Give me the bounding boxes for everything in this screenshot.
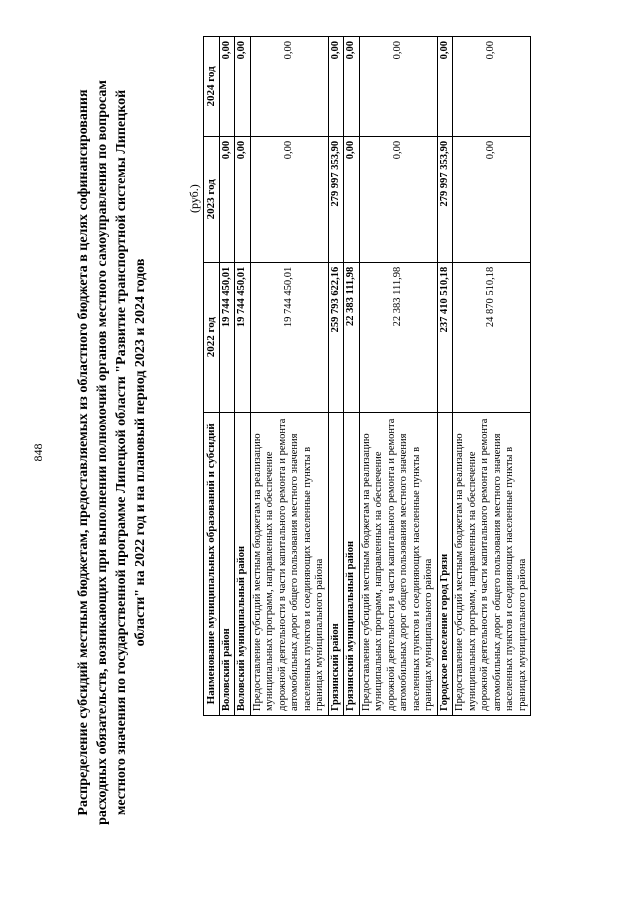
row-name: Предоставление субсидий местным бюджетам на реализацию муниципальных программ, направленных на обеспечение дорожной деятельности в части капитального ремонта и ремонта автомобильных дорог общего пользования местного значения населенных пунктов и соединяющих населенные пункты в границах муниципального района <box>453 412 531 715</box>
value-2024: 0,00 <box>437 37 453 137</box>
value-2024: 0,00 <box>344 37 360 137</box>
value-2023: 279 997 353,90 <box>328 136 344 262</box>
document-title: Распределение субсидий местным бюджетам, предоставляемых из областного бюджета в целях софинансирования расходных обязательств, возникающих при выполнении полномочий органов местного самоуправления по вопросам местного значения по государственной программе Липецкой области "Развитие транспортной системы Липецкой области" на 2022 год и на плановый период 2023 и 2024 годов <box>76 80 148 825</box>
table-row <box>219 37 235 716</box>
table-row <box>235 37 251 716</box>
table-row <box>359 37 437 716</box>
value-2022: 237 410 510,18 <box>437 262 453 412</box>
row-name: Грязинский муниципальный район <box>344 412 360 715</box>
value-2022: 259 793 622,16 <box>328 262 344 412</box>
header-2022: 2022 год <box>204 262 220 412</box>
value-2022: 24 870 510,18 <box>453 262 531 412</box>
row-name: Воловский муниципальный район <box>235 412 251 715</box>
row-name: Грязинский район <box>328 412 344 715</box>
table-row <box>344 37 360 716</box>
row-name: Предоставление субсидий местным бюджетам на реализацию муниципальных программ, направленных на обеспечение дорожной деятельности в части капитального ремонта и ремонта автомобильных дорог общего пользования местного значения населенных пунктов и соединяющих населенные пункты в границах муниципального района <box>359 412 437 715</box>
header-name: Наименование муниципальных образований и субсидий <box>204 412 220 715</box>
value-2023: 0,00 <box>359 136 437 262</box>
table-row <box>453 37 531 716</box>
value-2024: 0,00 <box>453 37 531 137</box>
value-2022: 19 744 450,01 <box>235 262 251 412</box>
value-2024: 0,00 <box>328 37 344 137</box>
header-2023: 2023 год <box>204 136 220 262</box>
value-2023: 0,00 <box>235 136 251 262</box>
value-2022: 19 744 450,01 <box>219 262 235 412</box>
value-2023: 0,00 <box>344 136 360 262</box>
page-number: 848 <box>31 443 45 462</box>
value-2023: 0,00 <box>453 136 531 262</box>
value-2024: 0,00 <box>219 37 235 137</box>
subsidy-table <box>203 36 531 716</box>
value-2023: 0,00 <box>250 136 328 262</box>
value-2023: 0,00 <box>219 136 235 262</box>
row-name: Предоставление субсидий местным бюджетам на реализацию муниципальных программ, направленных на обеспечение дорожной деятельности в части капитального ремонта и ремонта автомобильных дорог общего пользования местного значения населенных пунктов и соединяющих населенные пункты в границах муниципального района <box>250 412 328 715</box>
table-header-row <box>204 37 220 716</box>
row-name: Воловский район <box>219 412 235 715</box>
value-2022: 19 744 450,01 <box>250 262 328 412</box>
table-row <box>437 37 453 716</box>
value-2022: 22 383 111,98 <box>359 262 437 412</box>
table-row <box>328 37 344 716</box>
currency-unit: (руб.) <box>187 184 201 213</box>
header-2024: 2024 год <box>204 37 220 137</box>
value-2022: 22 383 111,98 <box>344 262 360 412</box>
value-2023: 279 997 353,90 <box>437 136 453 262</box>
value-2024: 0,00 <box>359 37 437 137</box>
row-name: Городское поселение город Грязи <box>437 412 453 715</box>
value-2024: 0,00 <box>250 37 328 137</box>
table-row <box>250 37 328 716</box>
value-2024: 0,00 <box>235 37 251 137</box>
